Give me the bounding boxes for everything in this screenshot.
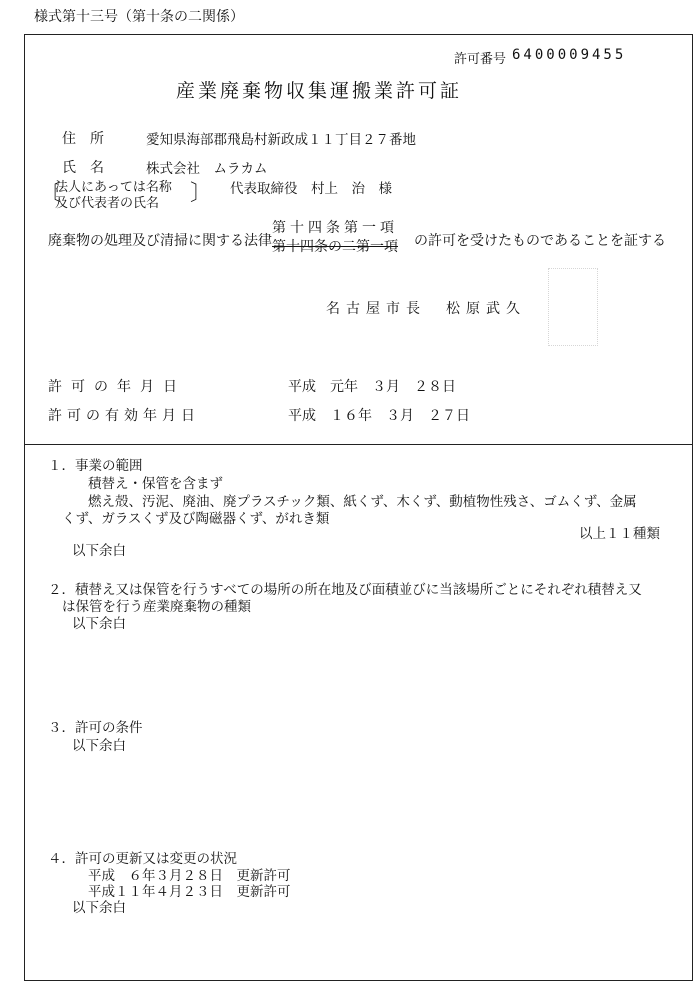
- section1-line1: 積替え・保管を含まず: [88, 476, 223, 492]
- law-suffix: の許可を受けたものであることを証する: [414, 233, 666, 249]
- section4-line2: 平成１１年４月２３日 更新許可: [88, 884, 291, 900]
- name-note-line2: 及び代表者の氏名: [55, 196, 160, 211]
- law-prefix: 廃棄物の処理及び清掃に関する法律: [48, 233, 272, 249]
- address-value: 愛知県海部郡飛島村新政成１１丁目２７番地: [146, 132, 416, 148]
- section2-line2: は保管を行う産業廃棄物の種類: [62, 599, 251, 615]
- section2-line1: ２．積替え又は保管を行うすべての場所の所在地及び面積並びに当該場所ごとにそれぞれ積替え又: [48, 582, 642, 598]
- note-bracket-left: 〔: [39, 181, 62, 206]
- section1-title: １．事業の範囲: [48, 458, 143, 474]
- expiry-date-label: 許可の有効年月日: [48, 408, 200, 424]
- section2-end: 以下余白: [72, 616, 126, 632]
- note-bracket-right: 〕: [190, 181, 213, 206]
- representative-name: 代表取締役 村上 治 様: [230, 181, 392, 197]
- company-name: 株式会社 ムラカム: [146, 161, 268, 177]
- section4-line1: 平成 ６年３月２８日 更新許可: [88, 868, 291, 884]
- permit-date-label: 許可の年月日: [48, 379, 186, 395]
- name-label: 氏 名: [62, 160, 104, 176]
- official-seal-stamp: [548, 268, 598, 346]
- name-note-line1: 法人にあっては名称: [55, 180, 172, 195]
- section4-end: 以下余白: [72, 900, 126, 916]
- section-divider: [24, 444, 693, 445]
- permit-date-value: 平成 元年 ３月 ２８日: [288, 379, 456, 395]
- section1-line2: 燃え殻、汚泥、廃油、廃プラスチック類、紙くず、木くず、動植物性残さ、ゴムくず、金属: [88, 494, 637, 510]
- form-number-label: 様式第十三号（第十条の二関係）: [34, 9, 244, 25]
- law-clause-bottom-struck: 第十四条の二第一項: [272, 239, 398, 255]
- permit-number-label: 許可番号: [454, 52, 507, 67]
- section1-line3: くず、ガラスくず及び陶磁器くず、がれき類: [62, 511, 330, 527]
- address-label: 住 所: [62, 131, 104, 147]
- permit-number-value: 6400009455: [512, 47, 627, 63]
- document-title: 産業廃棄物収集運搬業許可証: [176, 80, 463, 102]
- section4-title: ４．許可の更新又は変更の状況: [48, 851, 237, 867]
- law-clause-top: 第十四条第一項: [272, 220, 398, 236]
- section3-title: ３．許可の条件: [48, 720, 143, 736]
- section1-total: 以上１１種類: [579, 526, 660, 542]
- expiry-date-value: 平成 １６年 ３月 ２７日: [288, 408, 470, 424]
- mayor-signature: 名古屋市長 松原武久: [326, 301, 526, 317]
- section3-end: 以下余白: [72, 738, 126, 754]
- section1-end: 以下余白: [72, 543, 126, 559]
